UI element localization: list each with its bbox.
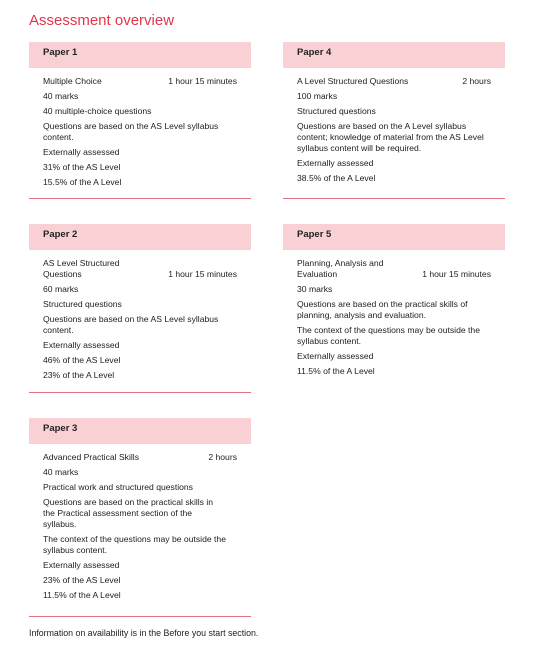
paper-detail: 46% of the AS Level [43,355,121,365]
paper-card-3 [29,418,251,605]
card-divider [29,392,251,393]
paper-detail: Structured questions [43,299,122,309]
availability-footnote: Information on availability is in the Before you start section. [29,628,259,638]
paper-detail: Externally assessed [297,158,374,168]
paper-detail: The context of the questions may be outside the syllabus content. [297,325,480,346]
paper-heading: Paper 3 [29,418,251,444]
paper-name: Planning, Analysis and Evaluation [297,258,384,279]
paper-detail: Questions are based on the AS Level syllabus content. [43,121,219,142]
paper-detail: Questions are based on the practical skills in the Practical assessment section of the syllabus. [43,497,214,529]
paper-card-4 [283,42,505,188]
paper-detail: 11.5% of the A Level [297,366,375,376]
paper-name: Advanced Practical Skills [43,452,140,462]
paper-detail: Externally assessed [297,351,374,361]
paper-duration: 1 hour 15 minutes [168,269,237,279]
paper-card-1 [29,42,251,192]
paper-detail: 15.5% of the A Level [43,177,122,187]
paper-card-2 [29,224,251,385]
paper-detail: 31% of the AS Level [43,162,121,172]
paper-detail: Externally assessed [43,340,120,350]
paper-detail: Structured questions [297,106,376,116]
paper-duration: 2 hours [462,76,491,86]
paper-detail: The context of the questions may be outside the syllabus content. [43,534,226,555]
paper-detail: 23% of the AS Level [43,575,121,585]
paper-heading: Paper 2 [29,224,251,250]
paper-duration: 1 hour 15 minutes [422,269,491,279]
card-divider [283,198,505,199]
paper-detail: 100 marks [297,91,338,101]
paper-detail: 40 marks [43,467,79,477]
paper-detail: 40 marks [43,91,79,101]
card-divider [29,198,251,199]
paper-detail: 38.5% of the A Level [297,173,376,183]
paper-detail: 60 marks [43,284,79,294]
card-divider [29,616,251,617]
paper-name: AS Level Structured Questions [43,258,120,279]
paper-detail: Externally assessed [43,560,120,570]
paper-heading: Paper 5 [283,224,505,250]
paper-detail: 23% of the A Level [43,370,115,380]
paper-name: A Level Structured Questions [297,76,409,86]
paper-duration: 1 hour 15 minutes [168,76,237,86]
paper-detail: 11.5% of the A Level [43,590,121,600]
paper-detail: Questions are based on the AS Level syllabus content. [43,314,219,335]
paper-detail: Questions are based on the practical skills of planning, analysis and evaluation. [297,299,468,320]
paper-heading: Paper 4 [283,42,505,68]
paper-detail: Externally assessed [43,147,120,157]
paper-detail: 30 marks [297,284,333,294]
paper-duration: 2 hours [208,452,237,462]
page-title: Assessment overview [29,12,175,29]
paper-detail: 40 multiple-choice questions [43,106,152,116]
paper-name: Multiple Choice [43,76,102,86]
paper-detail: Questions are based on the A Level syllabus content; knowledge of material from the AS Level syllabus content will be required. [297,121,484,153]
paper-card-5 [283,224,505,381]
paper-detail: Practical work and structured questions [43,482,193,492]
paper-heading: Paper 1 [29,42,251,68]
